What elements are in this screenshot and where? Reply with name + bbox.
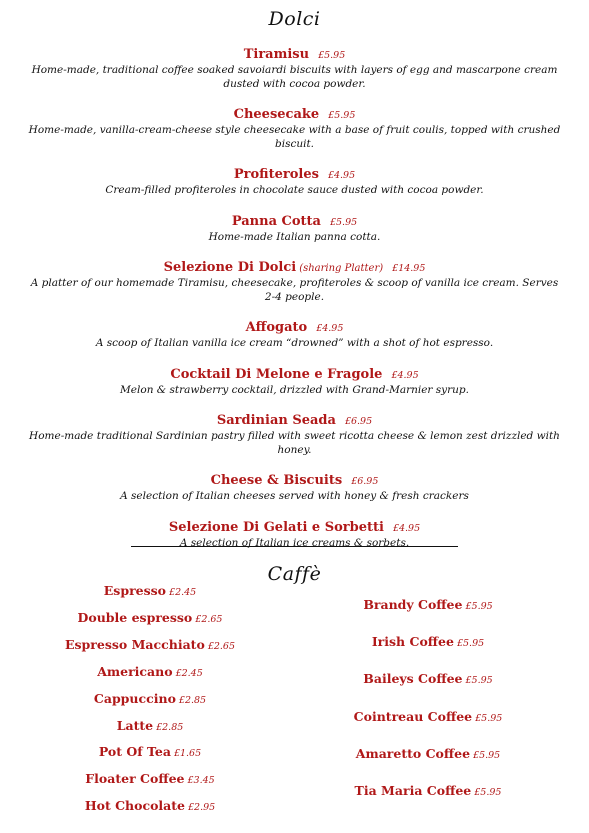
- dessert-heading: [0, 517, 589, 537]
- coffee-name: Tia Maria Coffee: [354, 783, 472, 798]
- coffee-item: [78, 609, 223, 628]
- coffee-name: Amaretto Coffee: [355, 745, 471, 761]
- coffee-item: [363, 596, 492, 615]
- dessert-item: [0, 104, 589, 151]
- coffee-name: Hot Chocolate: [84, 798, 185, 814]
- dessert-name: Selezione Di Gelati e Sorbetti: [168, 519, 384, 535]
- coffee-name: Americano: [97, 663, 173, 679]
- coffee-price: £5.95: [475, 712, 503, 724]
- coffee-name: Baileys Coffee: [363, 671, 463, 687]
- coffee-name: Espresso Macchiato: [64, 636, 205, 652]
- dessert-price: £4.95: [327, 170, 356, 181]
- dessert-description: A selection of Italian cheeses served with honey & fresh crackers: [120, 490, 469, 502]
- coffee-price: £5.95: [465, 601, 493, 612]
- coffee-item: [363, 670, 492, 689]
- coffee-price: £2.85: [178, 694, 207, 706]
- coffee-name: Espresso: [103, 583, 167, 598]
- dessert-price: £4.95: [392, 522, 421, 534]
- coffee-name: Double espresso: [77, 609, 193, 625]
- dessert-heading: [0, 364, 589, 384]
- dessert-description: Home-made traditional Sardinian pastry filled with sweet ricotta cheese & lemon zest drizzled with honey.: [29, 430, 560, 456]
- dessert-description: A selection of Italian ice creams & sorbets.: [179, 536, 410, 549]
- dessert-description: Cream-filled profiteroles in chocolate sauce dusted with cocoa powder.: [105, 184, 484, 196]
- dessert-item: [0, 44, 589, 91]
- dessert-item: [0, 257, 589, 304]
- coffee-name: Irish Coffee: [371, 634, 454, 650]
- dessert-description: Melon & strawberry cocktail, drizzled with Grand-Marnier syrup.: [120, 383, 469, 396]
- dessert-description: A scoop of Italian vanilla ice cream “drowned” with a shot of hot espresso.: [95, 337, 494, 349]
- dessert-heading: [0, 410, 589, 430]
- dessert-note: (sharing Platter): [299, 263, 384, 274]
- coffee-name: Cappuccino: [93, 690, 176, 706]
- dessert-name: Profiteroles: [233, 167, 319, 182]
- dessert-item: [0, 410, 589, 457]
- dessert-name: Tiramisu: [243, 47, 310, 62]
- dessert-name: Affogato: [245, 320, 308, 335]
- dessert-heading: [0, 211, 589, 231]
- dessert-description: Home-made, traditional coffee soaked savoiardi biscuits with layers of egg and mascarpone cream dusted with cocoa powder.: [31, 64, 558, 90]
- dessert-name: Cocktail Di Melone e Fragole: [170, 366, 383, 382]
- coffee-item: [65, 636, 235, 655]
- dolci-section-title: Dolci: [268, 8, 321, 30]
- dessert-description: A platter of our homemade Tiramisu, cheesecake, profiteroles & scoop of vanilla ice cream. Serves 2-4 people.: [30, 277, 559, 303]
- coffee-item: [354, 708, 503, 727]
- coffee-item: [94, 690, 206, 709]
- coffee-item: [99, 743, 201, 762]
- dessert-price: £5.95: [329, 216, 358, 228]
- dessert-price: £5.95: [328, 110, 356, 121]
- dessert-price: £4.95: [391, 369, 419, 381]
- dessert-heading: [0, 164, 589, 184]
- dessert-name: Panna Cotta: [231, 213, 321, 229]
- dessert-price: £6.95: [344, 416, 373, 427]
- dessert-item: [0, 317, 589, 351]
- coffee-name: Latte: [116, 717, 154, 733]
- coffee-item: [355, 782, 502, 801]
- coffee-price: £2.45: [175, 667, 203, 679]
- coffee-item: [372, 633, 484, 652]
- coffee-price: £5.95: [473, 749, 501, 761]
- dessert-name: Cheese & Biscuits: [210, 473, 343, 488]
- dessert-heading: [0, 44, 589, 64]
- dessert-heading: [0, 470, 589, 490]
- coffee-item: [97, 663, 203, 682]
- dolci-menu-list: [0, 44, 589, 563]
- dessert-price: £6.95: [351, 476, 379, 487]
- dessert-heading: [0, 317, 589, 337]
- dessert-price: £14.95: [392, 263, 426, 274]
- dessert-item: [0, 470, 589, 504]
- coffee-price: £2.65: [207, 640, 236, 652]
- dessert-name: Cheesecake: [233, 107, 320, 122]
- dessert-item: [0, 517, 589, 551]
- dessert-price: £5.95: [318, 50, 346, 61]
- coffee-price: £5.95: [456, 638, 485, 650]
- dessert-heading: [0, 104, 589, 124]
- coffee-price: £2.65: [195, 613, 223, 625]
- dessert-item: [0, 164, 589, 198]
- dessert-name: Selezione Di Dolci: [163, 260, 297, 275]
- dessert-item: [0, 364, 589, 398]
- dessert-price: £4.95: [316, 323, 344, 334]
- dessert-item: [0, 211, 589, 245]
- coffee-item: [104, 582, 196, 601]
- section-divider: [131, 546, 458, 547]
- coffee-item: [85, 770, 214, 789]
- coffee-name: Floater Coffee: [85, 771, 185, 787]
- dessert-description: Home-made, vanilla-cream-cheese style cheesecake with a base of fruit coulis, topped with crushed biscuit.: [28, 124, 561, 150]
- coffee-price: £2.95: [187, 802, 216, 814]
- coffee-name: Cointreau Coffee: [353, 708, 473, 724]
- coffee-price: £5.95: [474, 787, 502, 798]
- coffee-price: £2.45: [169, 587, 197, 598]
- dessert-heading: [0, 257, 589, 277]
- dessert-name: Sardinian Seada: [216, 413, 336, 428]
- coffee-item: [85, 797, 215, 816]
- caffe-section-title: Caffè: [267, 563, 322, 585]
- coffee-price: £5.95: [465, 675, 493, 687]
- coffee-item: [117, 717, 184, 736]
- coffee-name: Brandy Coffee: [363, 597, 463, 612]
- coffee-price: £3.45: [187, 775, 215, 787]
- coffee-name: Pot Of Tea: [98, 744, 171, 760]
- coffee-price: £2.85: [156, 721, 184, 733]
- dessert-description: Home-made Italian panna cotta.: [208, 230, 381, 243]
- coffee-item: [356, 745, 500, 764]
- coffee-price: £1.65: [173, 748, 202, 760]
